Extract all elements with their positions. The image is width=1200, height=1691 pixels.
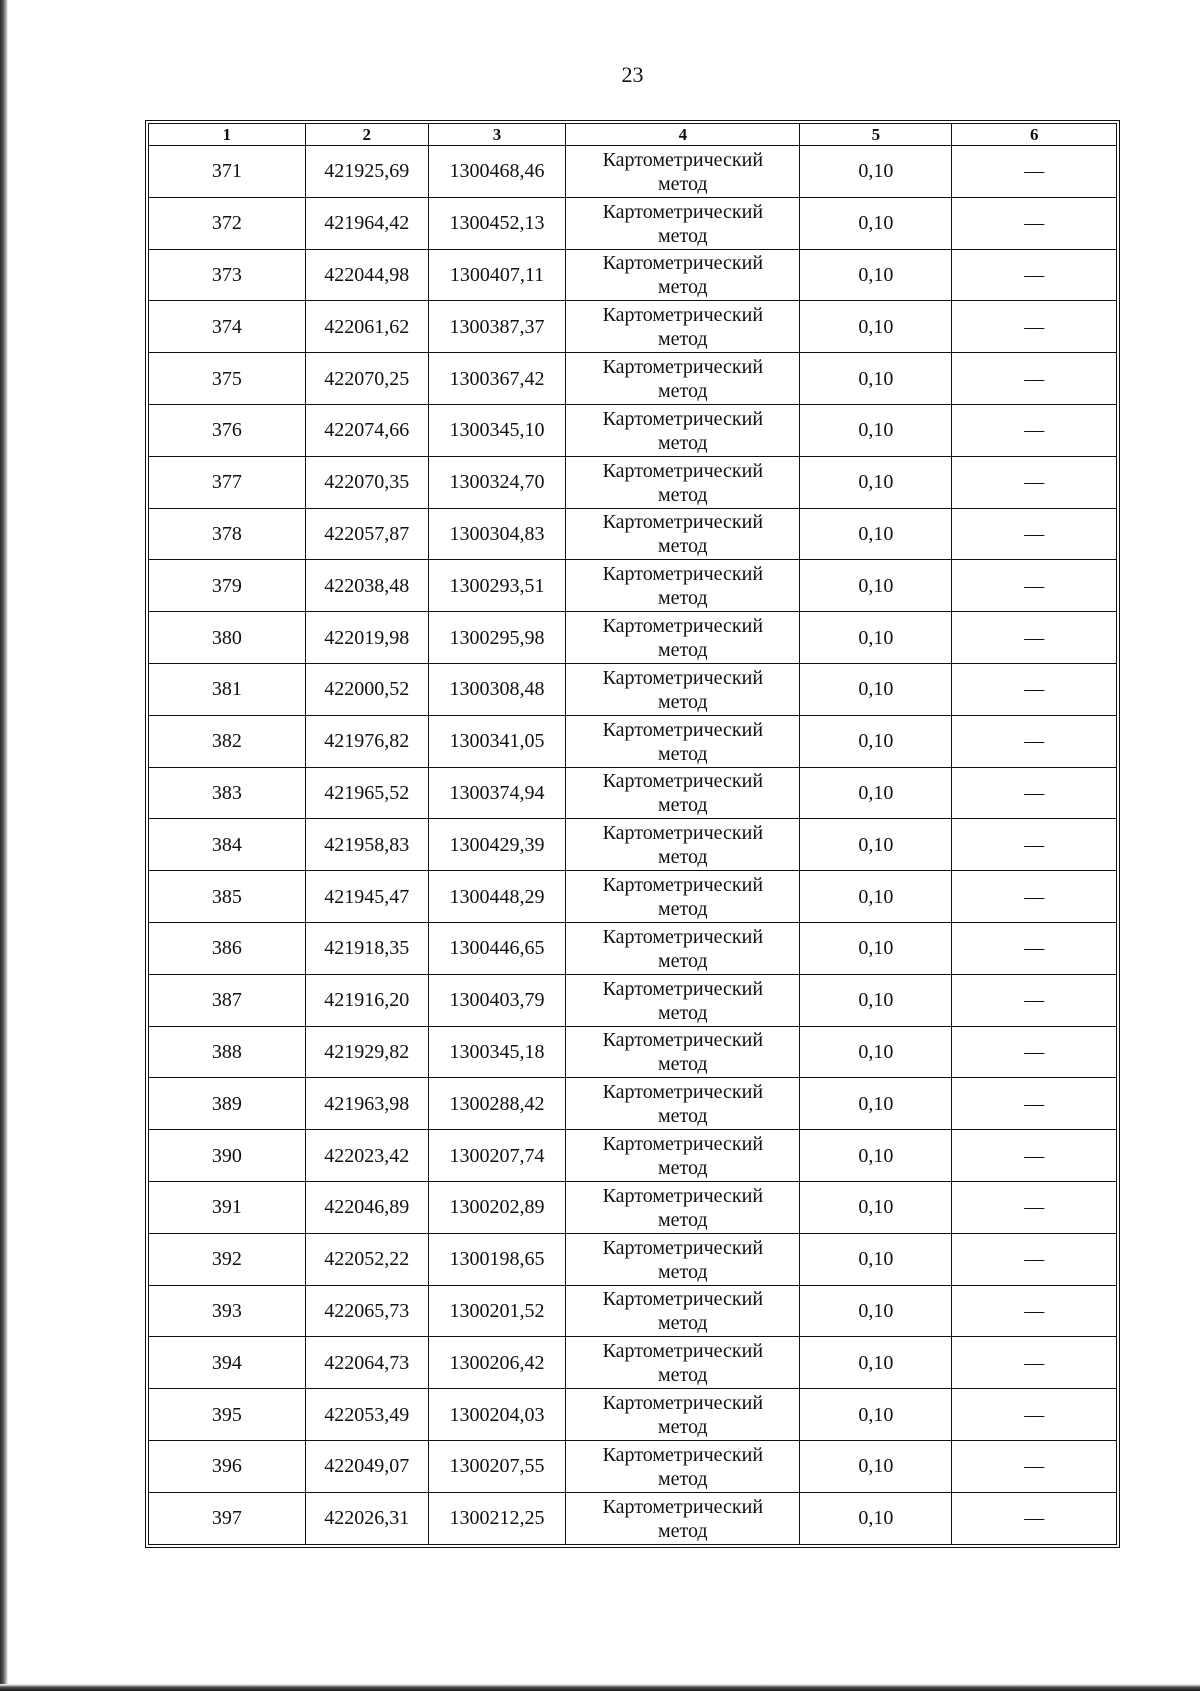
coordinate-x-cell: 421976,82 xyxy=(305,715,428,767)
method-line-2: метод xyxy=(658,224,708,247)
note-cell: — xyxy=(952,1285,1117,1337)
point-number-cell: 384 xyxy=(149,819,306,871)
accuracy-cell: 0,10 xyxy=(800,715,952,767)
coordinate-y-cell: 1300212,25 xyxy=(428,1492,565,1544)
table-row xyxy=(149,1440,1117,1492)
method-cell xyxy=(566,871,800,923)
note-cell: — xyxy=(952,301,1117,353)
note-cell: — xyxy=(952,560,1117,612)
note-cell: — xyxy=(952,1130,1117,1182)
coordinate-x-cell: 422049,07 xyxy=(305,1440,428,1492)
accuracy-cell: 0,10 xyxy=(800,1130,952,1182)
coordinate-x-cell: 422026,31 xyxy=(305,1492,428,1544)
method-line-1: Картометрический xyxy=(602,1029,764,1052)
coordinate-x-cell: 421929,82 xyxy=(305,1026,428,1078)
accuracy-cell: 0,10 xyxy=(800,1233,952,1285)
method-line-2: метод xyxy=(658,1001,708,1024)
coordinate-x-cell: 421945,47 xyxy=(305,871,428,923)
method-cell xyxy=(566,974,800,1026)
method-cell xyxy=(566,249,800,301)
table-row xyxy=(149,146,1117,198)
accuracy-cell: 0,10 xyxy=(800,249,952,301)
coordinate-y-cell: 1300407,11 xyxy=(428,249,565,301)
column-header-3: 3 xyxy=(428,124,565,146)
method-line-1: Картометрический xyxy=(602,356,764,379)
coordinate-y-cell: 1300468,46 xyxy=(428,146,565,198)
accuracy-cell: 0,10 xyxy=(800,612,952,664)
note-cell: — xyxy=(952,922,1117,974)
point-number-cell: 382 xyxy=(149,715,306,767)
note-cell: — xyxy=(952,1440,1117,1492)
accuracy-cell: 0,10 xyxy=(800,197,952,249)
point-number-cell: 373 xyxy=(149,249,306,301)
table-header-row xyxy=(149,124,1117,146)
method-cell xyxy=(566,819,800,871)
coordinate-x-cell: 422053,49 xyxy=(305,1389,428,1441)
method-cell xyxy=(566,663,800,715)
method-cell xyxy=(566,456,800,508)
method-line-1: Картометрический xyxy=(602,770,764,793)
method-line-1: Картометрический xyxy=(602,511,764,534)
point-number-cell: 393 xyxy=(149,1285,306,1337)
point-number-cell: 390 xyxy=(149,1130,306,1182)
method-cell xyxy=(566,922,800,974)
scan-edge-left xyxy=(0,0,8,1691)
point-number-cell: 385 xyxy=(149,871,306,923)
coordinate-x-cell: 422019,98 xyxy=(305,612,428,664)
table-row xyxy=(149,1233,1117,1285)
note-cell: — xyxy=(952,612,1117,664)
method-cell xyxy=(566,1181,800,1233)
coordinate-y-cell: 1300341,05 xyxy=(428,715,565,767)
point-number-cell: 378 xyxy=(149,508,306,560)
coordinates-table-frame xyxy=(145,120,1120,1548)
method-line-2: метод xyxy=(658,172,708,195)
method-cell xyxy=(566,404,800,456)
note-cell: — xyxy=(952,819,1117,871)
accuracy-cell: 0,10 xyxy=(800,1389,952,1441)
coordinate-x-cell: 422061,62 xyxy=(305,301,428,353)
coordinate-x-cell: 422038,48 xyxy=(305,560,428,612)
point-number-cell: 388 xyxy=(149,1026,306,1078)
accuracy-cell: 0,10 xyxy=(800,560,952,612)
note-cell: — xyxy=(952,197,1117,249)
method-line-1: Картометрический xyxy=(602,252,764,275)
table-row xyxy=(149,1181,1117,1233)
table-row xyxy=(149,560,1117,612)
method-line-1: Картометрический xyxy=(602,718,764,741)
method-line-2: метод xyxy=(658,587,708,610)
coordinate-x-cell: 422044,98 xyxy=(305,249,428,301)
coordinate-y-cell: 1300288,42 xyxy=(428,1078,565,1130)
coordinate-y-cell: 1300452,13 xyxy=(428,197,565,249)
point-number-cell: 395 xyxy=(149,1389,306,1441)
table-row xyxy=(149,508,1117,560)
table-body xyxy=(149,146,1117,1545)
coordinate-y-cell: 1300304,83 xyxy=(428,508,565,560)
coordinate-x-cell: 422065,73 xyxy=(305,1285,428,1337)
method-cell xyxy=(566,1440,800,1492)
accuracy-cell: 0,10 xyxy=(800,767,952,819)
method-cell xyxy=(566,197,800,249)
method-line-1: Картометрический xyxy=(602,1133,764,1156)
point-number-cell: 387 xyxy=(149,974,306,1026)
note-cell: — xyxy=(952,1181,1117,1233)
method-line-1: Картометрический xyxy=(602,1443,764,1466)
table-row xyxy=(149,1337,1117,1389)
method-line-2: метод xyxy=(658,1260,708,1283)
method-cell xyxy=(566,1285,800,1337)
method-line-2: метод xyxy=(658,1053,708,1076)
note-cell: — xyxy=(952,146,1117,198)
table-row xyxy=(149,715,1117,767)
table-row xyxy=(149,974,1117,1026)
coordinate-y-cell: 1300374,94 xyxy=(428,767,565,819)
coordinate-x-cell: 422074,66 xyxy=(305,404,428,456)
method-line-1: Картометрический xyxy=(602,1495,764,1518)
point-number-cell: 381 xyxy=(149,663,306,715)
accuracy-cell: 0,10 xyxy=(800,1337,952,1389)
coordinate-y-cell: 1300429,39 xyxy=(428,819,565,871)
coordinate-x-cell: 421916,20 xyxy=(305,974,428,1026)
point-number-cell: 377 xyxy=(149,456,306,508)
table-row xyxy=(149,1078,1117,1130)
point-number-cell: 376 xyxy=(149,404,306,456)
method-cell xyxy=(566,353,800,405)
coordinate-y-cell: 1300345,18 xyxy=(428,1026,565,1078)
method-line-1: Картометрический xyxy=(602,1236,764,1259)
coordinate-x-cell: 422052,22 xyxy=(305,1233,428,1285)
method-line-1: Картометрический xyxy=(602,1081,764,1104)
accuracy-cell: 0,10 xyxy=(800,922,952,974)
coordinate-y-cell: 1300204,03 xyxy=(428,1389,565,1441)
point-number-cell: 375 xyxy=(149,353,306,405)
method-line-1: Картометрический xyxy=(602,1340,764,1363)
table-row xyxy=(149,353,1117,405)
coordinate-x-cell: 421925,69 xyxy=(305,146,428,198)
method-line-2: метод xyxy=(658,949,708,972)
accuracy-cell: 0,10 xyxy=(800,663,952,715)
point-number-cell: 394 xyxy=(149,1337,306,1389)
method-cell xyxy=(566,301,800,353)
column-header-1: 1 xyxy=(149,124,306,146)
method-line-2: метод xyxy=(658,535,708,558)
method-cell xyxy=(566,1078,800,1130)
table-row xyxy=(149,663,1117,715)
coordinate-x-cell: 422023,42 xyxy=(305,1130,428,1182)
accuracy-cell: 0,10 xyxy=(800,456,952,508)
point-number-cell: 389 xyxy=(149,1078,306,1130)
method-cell xyxy=(566,1337,800,1389)
method-line-2: метод xyxy=(658,1416,708,1439)
point-number-cell: 380 xyxy=(149,612,306,664)
accuracy-cell: 0,10 xyxy=(800,871,952,923)
accuracy-cell: 0,10 xyxy=(800,1492,952,1544)
accuracy-cell: 0,10 xyxy=(800,974,952,1026)
note-cell: — xyxy=(952,1233,1117,1285)
method-line-2: метод xyxy=(658,1364,708,1387)
method-line-1: Картометрический xyxy=(602,148,764,171)
table-row xyxy=(149,1285,1117,1337)
method-line-2: метод xyxy=(658,1467,708,1490)
method-cell xyxy=(566,146,800,198)
note-cell: — xyxy=(952,663,1117,715)
coordinate-y-cell: 1300403,79 xyxy=(428,974,565,1026)
note-cell: — xyxy=(952,767,1117,819)
coordinate-y-cell: 1300446,65 xyxy=(428,922,565,974)
point-number-cell: 383 xyxy=(149,767,306,819)
method-cell xyxy=(566,715,800,767)
method-line-1: Картометрический xyxy=(602,407,764,430)
method-line-2: метод xyxy=(658,483,708,506)
table-row xyxy=(149,1026,1117,1078)
table-row xyxy=(149,871,1117,923)
table-row xyxy=(149,767,1117,819)
method-cell xyxy=(566,560,800,612)
method-line-2: метод xyxy=(658,431,708,454)
coordinates-table xyxy=(148,123,1117,1545)
method-line-1: Картометрический xyxy=(602,1392,764,1415)
table-row xyxy=(149,819,1117,871)
point-number-cell: 392 xyxy=(149,1233,306,1285)
point-number-cell: 374 xyxy=(149,301,306,353)
coordinate-x-cell: 421918,35 xyxy=(305,922,428,974)
method-cell xyxy=(566,1492,800,1544)
coordinate-y-cell: 1300207,55 xyxy=(428,1440,565,1492)
scan-edge-bottom xyxy=(0,1684,1200,1691)
method-line-1: Картометрический xyxy=(602,1288,764,1311)
accuracy-cell: 0,10 xyxy=(800,1078,952,1130)
method-line-2: метод xyxy=(658,742,708,765)
note-cell: — xyxy=(952,456,1117,508)
accuracy-cell: 0,10 xyxy=(800,1285,952,1337)
coordinate-y-cell: 1300448,29 xyxy=(428,871,565,923)
method-line-1: Картометрический xyxy=(602,459,764,482)
accuracy-cell: 0,10 xyxy=(800,1181,952,1233)
table-row xyxy=(149,1130,1117,1182)
coordinate-x-cell: 422046,89 xyxy=(305,1181,428,1233)
note-cell: — xyxy=(952,353,1117,405)
method-line-1: Картометрический xyxy=(602,822,764,845)
table-row xyxy=(149,249,1117,301)
coordinate-x-cell: 421964,42 xyxy=(305,197,428,249)
method-cell xyxy=(566,1233,800,1285)
method-line-2: метод xyxy=(658,1105,708,1128)
coordinate-y-cell: 1300207,74 xyxy=(428,1130,565,1182)
table-row xyxy=(149,197,1117,249)
note-cell: — xyxy=(952,508,1117,560)
method-line-2: метод xyxy=(658,898,708,921)
point-number-cell: 396 xyxy=(149,1440,306,1492)
note-cell: — xyxy=(952,1337,1117,1389)
accuracy-cell: 0,10 xyxy=(800,1026,952,1078)
method-line-1: Картометрический xyxy=(602,874,764,897)
page-number: 23 xyxy=(621,62,644,87)
method-line-2: метод xyxy=(658,794,708,817)
method-line-2: метод xyxy=(658,846,708,869)
coordinate-x-cell: 421958,83 xyxy=(305,819,428,871)
point-number-cell: 372 xyxy=(149,197,306,249)
coordinate-x-cell: 421963,98 xyxy=(305,1078,428,1130)
method-line-1: Картометрический xyxy=(602,200,764,223)
method-line-1: Картометрический xyxy=(602,925,764,948)
note-cell: — xyxy=(952,1078,1117,1130)
method-line-1: Картометрический xyxy=(602,666,764,689)
method-line-2: метод xyxy=(658,1208,708,1231)
accuracy-cell: 0,10 xyxy=(800,301,952,353)
method-line-1: Картометрический xyxy=(602,304,764,327)
method-line-2: метод xyxy=(658,639,708,662)
table-row xyxy=(149,922,1117,974)
column-header-2: 2 xyxy=(305,124,428,146)
accuracy-cell: 0,10 xyxy=(800,404,952,456)
table-row xyxy=(149,1492,1117,1544)
point-number-cell: 397 xyxy=(149,1492,306,1544)
coordinate-x-cell: 422057,87 xyxy=(305,508,428,560)
note-cell: — xyxy=(952,1389,1117,1441)
coordinate-y-cell: 1300295,98 xyxy=(428,612,565,664)
coordinate-x-cell: 422070,25 xyxy=(305,353,428,405)
note-cell: — xyxy=(952,715,1117,767)
coordinate-y-cell: 1300198,65 xyxy=(428,1233,565,1285)
table-row xyxy=(149,404,1117,456)
table-row xyxy=(149,456,1117,508)
accuracy-cell: 0,10 xyxy=(800,508,952,560)
accuracy-cell: 0,10 xyxy=(800,353,952,405)
method-cell xyxy=(566,1130,800,1182)
note-cell: — xyxy=(952,249,1117,301)
coordinate-y-cell: 1300206,42 xyxy=(428,1337,565,1389)
note-cell: — xyxy=(952,871,1117,923)
method-line-1: Картометрический xyxy=(602,1184,764,1207)
method-cell xyxy=(566,612,800,664)
method-line-2: метод xyxy=(658,328,708,351)
coordinate-y-cell: 1300201,52 xyxy=(428,1285,565,1337)
coordinate-x-cell: 422064,73 xyxy=(305,1337,428,1389)
coordinate-y-cell: 1300202,89 xyxy=(428,1181,565,1233)
method-cell xyxy=(566,767,800,819)
method-line-2: метод xyxy=(658,1157,708,1180)
coordinate-x-cell: 421965,52 xyxy=(305,767,428,819)
point-number-cell: 391 xyxy=(149,1181,306,1233)
coordinate-y-cell: 1300387,37 xyxy=(428,301,565,353)
coordinate-x-cell: 422070,35 xyxy=(305,456,428,508)
method-cell xyxy=(566,1389,800,1441)
point-number-cell: 386 xyxy=(149,922,306,974)
accuracy-cell: 0,10 xyxy=(800,819,952,871)
note-cell: — xyxy=(952,1026,1117,1078)
table-row xyxy=(149,1389,1117,1441)
point-number-cell: 371 xyxy=(149,146,306,198)
method-line-2: метод xyxy=(658,1519,708,1542)
note-cell: — xyxy=(952,404,1117,456)
method-line-1: Картометрический xyxy=(602,615,764,638)
table-row xyxy=(149,612,1117,664)
method-line-2: метод xyxy=(658,380,708,403)
method-cell xyxy=(566,508,800,560)
note-cell: — xyxy=(952,974,1117,1026)
accuracy-cell: 0,10 xyxy=(800,146,952,198)
method-line-2: метод xyxy=(658,690,708,713)
note-cell: — xyxy=(952,1492,1117,1544)
table-row xyxy=(149,301,1117,353)
method-line-1: Картометрический xyxy=(602,563,764,586)
method-line-2: метод xyxy=(658,276,708,299)
coordinate-y-cell: 1300367,42 xyxy=(428,353,565,405)
column-header-4: 4 xyxy=(566,124,800,146)
method-line-2: метод xyxy=(658,1312,708,1335)
method-cell xyxy=(566,1026,800,1078)
column-header-6: 6 xyxy=(952,124,1117,146)
accuracy-cell: 0,10 xyxy=(800,1440,952,1492)
column-header-5: 5 xyxy=(800,124,952,146)
coordinate-y-cell: 1300308,48 xyxy=(428,663,565,715)
coordinate-y-cell: 1300345,10 xyxy=(428,404,565,456)
method-line-1: Картометрический xyxy=(602,977,764,1000)
point-number-cell: 379 xyxy=(149,560,306,612)
coordinate-y-cell: 1300324,70 xyxy=(428,456,565,508)
coordinate-y-cell: 1300293,51 xyxy=(428,560,565,612)
coordinate-x-cell: 422000,52 xyxy=(305,663,428,715)
